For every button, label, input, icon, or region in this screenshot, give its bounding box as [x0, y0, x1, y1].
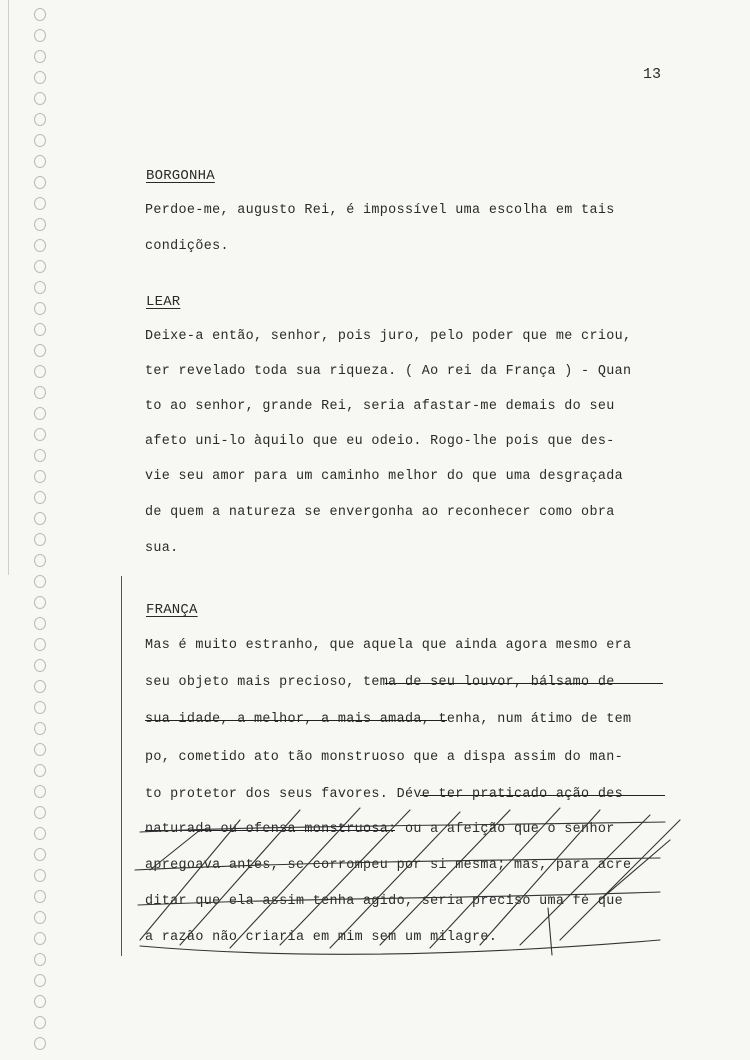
binding-hole — [34, 29, 46, 42]
page-number: 13 — [643, 66, 662, 83]
speech-line: sua idade, a melhor, a mais amada, tenha, num átimo de tem — [145, 712, 632, 727]
speech-line: apregoava antes, se corrompeu por si mesma; mas, para acre — [145, 858, 632, 873]
binding-hole — [34, 743, 46, 756]
binding-hole — [34, 848, 46, 861]
binding-hole — [34, 680, 46, 693]
binding-hole — [34, 365, 46, 378]
binding-hole — [34, 659, 46, 672]
binding-hole — [34, 953, 46, 966]
binding-hole — [34, 638, 46, 651]
binding-hole — [34, 491, 46, 504]
binding-hole — [34, 302, 46, 315]
binding-hole — [34, 155, 46, 168]
binding-hole — [34, 932, 46, 945]
binding-hole — [34, 260, 46, 273]
binding-hole — [34, 533, 46, 546]
binding-hole — [34, 71, 46, 84]
binding-hole — [34, 869, 46, 882]
speech-line: vie seu amor para um caminho melhor do que uma desgraçada — [145, 469, 623, 484]
binding-hole — [34, 428, 46, 441]
speech-line: a razão não criaria em mim sem um milagre. — [145, 930, 498, 945]
speaker-borgonha: BORGONHA — [146, 168, 215, 184]
binding-hole — [34, 113, 46, 126]
binding-hole — [34, 554, 46, 567]
speech-line: naturada ou ofensa monstruosa: ou a afeição que o senhor — [145, 822, 615, 837]
binding-hole — [34, 974, 46, 987]
margin-bracket — [121, 576, 132, 956]
binding-hole — [34, 512, 46, 525]
binding-hole — [34, 785, 46, 798]
binding-holes — [34, 0, 50, 1060]
speech-line: to ao senhor, grande Rei, seria afastar-me demais do seu — [145, 399, 615, 414]
margin-rule — [8, 0, 9, 575]
binding-hole — [34, 596, 46, 609]
speech-line: seu objeto mais precioso, tema de seu louvor, bálsamo de — [145, 675, 615, 690]
binding-hole — [34, 134, 46, 147]
binding-hole — [34, 617, 46, 630]
speech-line: sua. — [145, 541, 179, 556]
binding-hole — [34, 470, 46, 483]
strikethrough-mark — [385, 683, 663, 684]
binding-hole — [34, 575, 46, 588]
speech-line: Deixe-a então, senhor, pois juro, pelo poder que me criou, — [145, 329, 632, 344]
speech-line: Mas é muito estranho, que aquela que ainda agora mesmo era — [145, 638, 632, 653]
speaker-franca: FRANÇA — [146, 602, 198, 618]
speech-line: ter revelado toda sua riqueza. ( Ao rei da França ) - Quan — [145, 364, 632, 379]
speech-line: condições. — [145, 239, 229, 254]
binding-hole — [34, 764, 46, 777]
speech-line: afeto uni-lo àquilo que eu odeio. Rogo-lhe pois que des- — [145, 434, 615, 449]
binding-hole — [34, 722, 46, 735]
speech-line: ditar que ela assim tenha agido, seria preciso uma fé que — [145, 894, 623, 909]
binding-hole — [34, 8, 46, 21]
binding-hole — [34, 197, 46, 210]
strikethrough-mark — [145, 830, 395, 831]
binding-hole — [34, 239, 46, 252]
strikethrough-mark — [145, 720, 447, 721]
binding-hole — [34, 449, 46, 462]
binding-hole — [34, 911, 46, 924]
binding-hole — [34, 281, 46, 294]
strikethrough-mark — [420, 795, 665, 796]
binding-hole — [34, 1016, 46, 1029]
binding-hole — [34, 386, 46, 399]
binding-hole — [34, 1037, 46, 1050]
binding-hole — [34, 407, 46, 420]
binding-hole — [34, 344, 46, 357]
speech-line: po, cometido ato tão monstruoso que a dispa assim do man- — [145, 750, 623, 765]
binding-hole — [34, 218, 46, 231]
speaker-lear: LEAR — [146, 294, 181, 310]
binding-hole — [34, 323, 46, 336]
speech-line: to protetor dos seus favores. Déve ter praticado ação des — [145, 787, 623, 802]
speech-line: de quem a natureza se envergonha ao reconhecer como obra — [145, 505, 615, 520]
binding-hole — [34, 176, 46, 189]
binding-hole — [34, 50, 46, 63]
binding-hole — [34, 890, 46, 903]
binding-hole — [34, 806, 46, 819]
binding-hole — [34, 701, 46, 714]
speech-line: Perdoe-me, augusto Rei, é impossível uma escolha em tais — [145, 203, 615, 218]
binding-hole — [34, 92, 46, 105]
binding-hole — [34, 995, 46, 1008]
binding-hole — [34, 827, 46, 840]
